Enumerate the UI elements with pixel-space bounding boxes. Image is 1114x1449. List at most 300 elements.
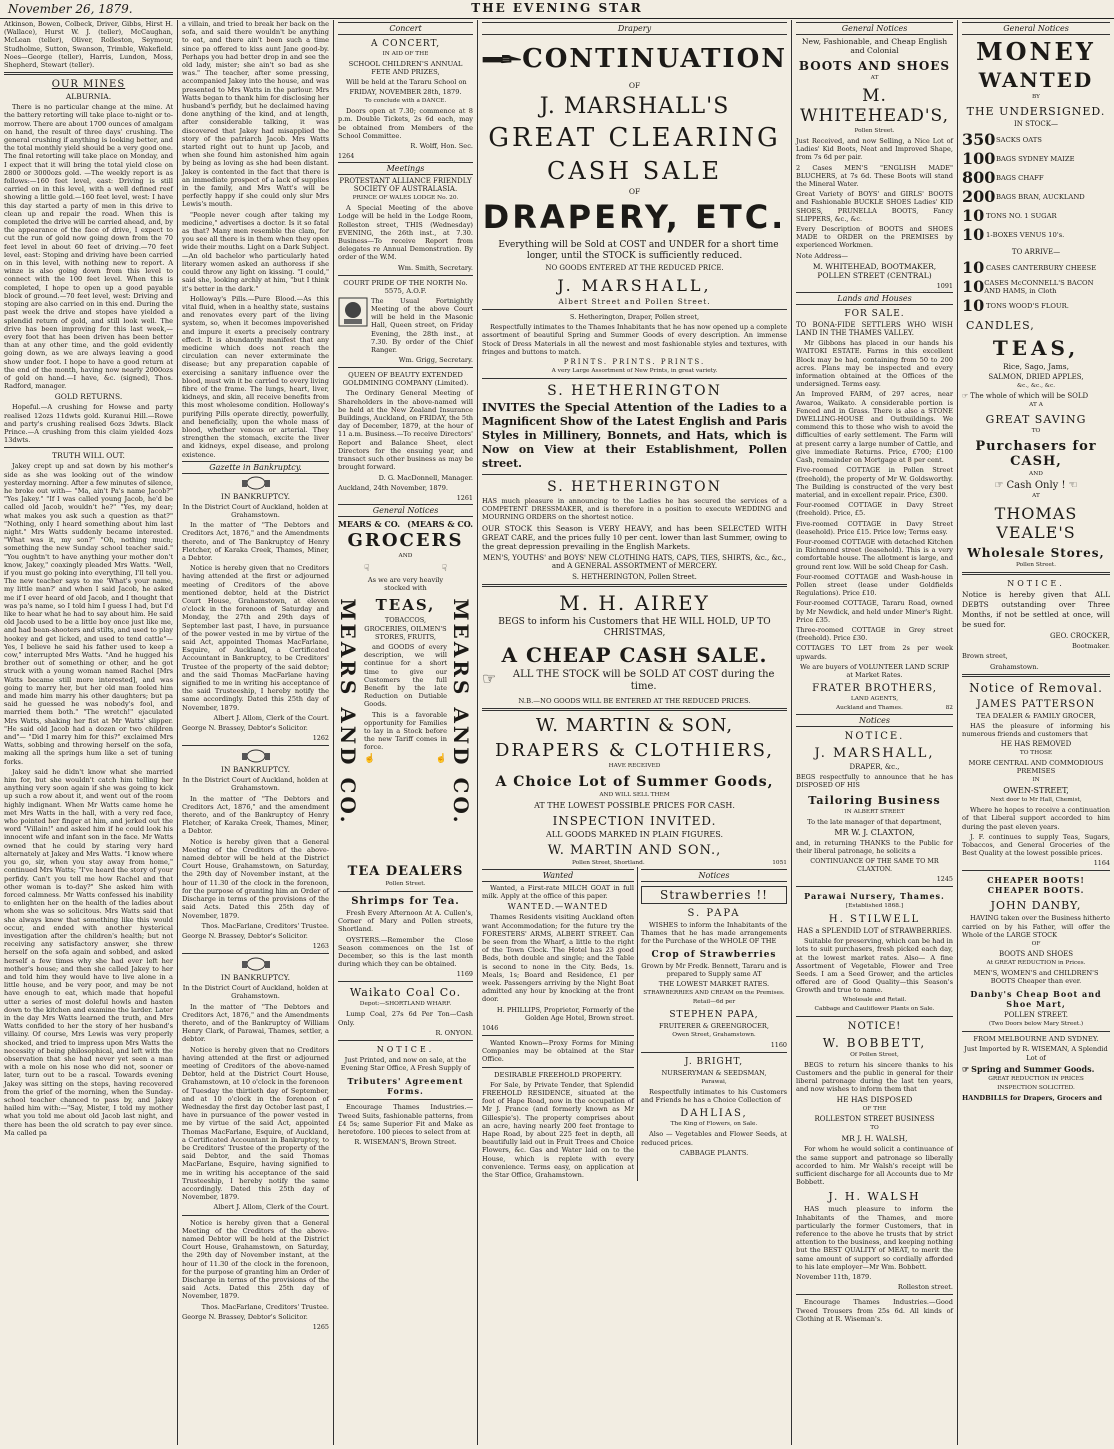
- pa-title: PROTESTANT ALLIANCE FRIENDLY SOCIETY OF AUSTRALASIA.: [339, 177, 472, 194]
- to-arrive: TO ARRIVE—: [1011, 248, 1061, 256]
- martin-number: 1051: [772, 860, 787, 867]
- oysters-number: 1169: [456, 970, 473, 979]
- and-label: AND: [398, 552, 413, 559]
- column-1: [0, 20, 178, 1445]
- mears-teas: TEAS,: [375, 596, 436, 615]
- hands-row: [364, 754, 447, 764]
- patterson-pleasure: HAS the pleasure of informing his numerous friends and customers that: [962, 721, 1110, 739]
- great-variety: Great Variety of BOYS' and GIRLS' BOOTS and Fashionable BUCKLE SHOES Ladies' KID SHOES, PRUNELLA BOOTS, Fancy SLIPPERS, &c., &c.: [796, 190, 953, 223]
- divider: [962, 572, 1110, 575]
- to-label: TO: [870, 1125, 879, 1132]
- divider: [962, 870, 1110, 871]
- frater-address: Auckland and Thames.: [836, 705, 903, 712]
- retail-price: Retail—6d per: [692, 999, 736, 1006]
- truth-heading: TRUTH WILL OUT.: [52, 451, 125, 461]
- salmon-apples: SALMON, DRIED APPLES,: [988, 373, 1084, 381]
- stock-item: [962, 130, 1110, 149]
- dressmaker-text: HAS much pleasure in announcing to the Ladies he has secured the services of a COMPETENT DRESSMAKER, and is therefore in a position to execute WEDDING and MOURNING ORDERS on the shortest notice.: [482, 497, 787, 522]
- papa-wishes: WISHES to inform the Inhabitants of the Thames that he has made arrangements for the Purchase of the WHOLE OF THE: [641, 921, 787, 946]
- pa-signature: Wm. Smith, Secretary.: [397, 263, 473, 272]
- great-reduction: At GREAT REDUCTION in Prices.: [986, 960, 1086, 967]
- stock-quantity: 350: [962, 130, 996, 149]
- stock-item: [962, 225, 1110, 244]
- stock-quantity: 10: [962, 225, 985, 244]
- concert-doors: Doors open at 7.30; commence at 8 p.m. Double Tickets, 2s 6d each, may be obtained from Members of the School Committee.: [338, 107, 473, 140]
- qb-signature: D. G. MacDonnell, Manager.: [378, 473, 473, 482]
- stock-item: [962, 149, 1110, 168]
- inspection-invited: INSPECTION INVITED.: [552, 814, 717, 829]
- vertical-mears-left: MEARS AND CO.: [336, 598, 360, 826]
- arrive-item: [962, 296, 1110, 315]
- bk1-number: 1262: [312, 734, 329, 743]
- pa-text: A Special Meeting of the above Lodge will be held in the Lodge Room, Rolleston street, THIS (Wednesday) EVENING, the 26th inst., at 7.30. Business—To receive Report from delegates re Annual Demonstration. By order of the W.M.: [338, 204, 473, 262]
- invites-text: INVITES the Special Attention of the Ladies to a Magnificent Show of the Latest English and Paris Styles in Millinery, Bonnets, and Hats, which is Now on View at their Establishment, Pollen street.: [482, 401, 787, 471]
- note-address: Note Address—: [796, 251, 849, 260]
- drapery-section: Drapery: [482, 22, 787, 35]
- mines-heading: OUR MINES: [51, 79, 126, 91]
- bankruptcy-heading-2: IN BANKRUPTCY.: [220, 765, 291, 775]
- mears-right: (MEARS & CO.: [407, 518, 473, 529]
- bright-heading: J. BRIGHT,: [684, 1057, 744, 1068]
- arrive-list: [962, 258, 1110, 315]
- to-those: TO THOSE: [1019, 750, 1053, 757]
- crocker-town: Grahamstown.: [990, 662, 1039, 671]
- foresters-arms: Thames Residents visiting Auckland often want Accommodation; for the future try the FORESTERS' ARMS, ALBERT STREET. Can be seen from the Wharf, a little to the right of the Town Clock. The Hotel has 23 good Beds, both double and single; and the Table is second to none in the City. Beds, 1s. Meals, 1s; Board and Residence, £1 per week. Passengers arriving by the Night Boat admitted any hour by knocking at the front door.: [482, 913, 634, 1004]
- king-of-flowers: The King of Flowers, on Sale.: [670, 1121, 758, 1128]
- cp-signature: Wm. Grigg, Secretary.: [398, 356, 473, 365]
- divider: [482, 309, 787, 310]
- whitehead-number: 1091: [936, 281, 953, 290]
- wanted-proxy: Wanted Known—Proxy Forms for Mining Companies may be obtained at the Star Office.: [482, 1039, 634, 1064]
- to-label: TO: [1031, 428, 1041, 434]
- column-5: [792, 20, 958, 1445]
- wanted-notices-row: [482, 867, 787, 1181]
- bk2-signature: Thos. MacFarlane, Creditors' Trustee.: [201, 921, 329, 930]
- whitehead-heading: M. WHITEHEAD'S,: [799, 86, 950, 126]
- whole-text: The whole of which will be SOLD: [970, 392, 1089, 400]
- bright-text: Respectfully intimates to his Customers and Friends he has a Choice Collection of: [641, 1088, 787, 1105]
- airey-heading: M. H. AIREY: [559, 591, 710, 616]
- owen-street: Owen Street, Grahamstown.: [672, 1032, 756, 1039]
- drapery-etc: DRAPERY, ETC.: [482, 198, 787, 236]
- and-label: AND: [1029, 471, 1043, 477]
- shrimps-heading: Shrimps for Tea.: [351, 895, 460, 907]
- stock-label: BAGS CHAFF: [996, 173, 1044, 182]
- he-has-disposed: HE HAS DISPOSED: [836, 1095, 913, 1105]
- arrive-quantity: 10: [962, 296, 985, 315]
- pointing-hand-icon: ☞: [962, 1063, 970, 1074]
- at-label: AT: [870, 75, 879, 81]
- column-3: [334, 20, 478, 1445]
- crocker-name: GEO. CROCKER,: [1049, 632, 1110, 640]
- bk1-signature: Albert J. Allom, Clerk of the Court.: [213, 713, 329, 722]
- general-notices-section: General Notices: [338, 504, 473, 517]
- tea-dealers: TEA DEALERS: [347, 863, 464, 879]
- and-will-sell: AND WILL SELL THEM: [599, 792, 670, 799]
- he-has-removed: HE HAS REMOVED: [1000, 740, 1072, 749]
- forester-emblem-icon: [338, 297, 368, 327]
- land-scrip: We are buyers of VOLUNTEER LAND SCRIP at Market Rates.: [800, 662, 949, 679]
- concert-date: FRIDAY, NOVEMBER 28th, 1879.: [349, 88, 462, 97]
- all-goods-marked: ALL GOODS MARKED IN PLAIN FIGURES.: [546, 830, 723, 840]
- divider: [182, 745, 329, 746]
- encourage-text: Encourage Thames Industries.—Tweed Suits, fashionable patterns, from £4 5s; same Superior Fit and Make as heretofore. 100 pieces to select from at: [338, 1103, 473, 1136]
- qb-text: The Ordinary General Meeting of Shareholders in the above-named will be held at the New Zealand Insurance Buildings, Auckland, on FRIDAY, the 5th day of December, 1879, at the hour of 11 a.m. Business.—To receive Directors' Report and Balance Sheet, elect Directors for the ensuing year, and transact such other business as may be brought forward.: [338, 389, 473, 472]
- draper-label: DRAPER, &c.,: [849, 763, 900, 772]
- divider: [482, 708, 787, 711]
- all-stock: ALL THE STOCK will be SOLD AT COST during the time.: [512, 669, 775, 693]
- owen-street: OWEN-STREET,: [1003, 786, 1069, 796]
- fruiterer: FRUITERER & GREENGROCER,: [659, 1022, 769, 1031]
- spring-summer: Spring and Summer Goods.: [971, 1063, 1095, 1074]
- candles: CANDLES,: [966, 319, 1035, 332]
- vertical-left-wrap: [338, 562, 360, 862]
- shrimps-text: Fresh Every Afternoon At A. Cullen's, Corner of Mary and Pollen streets, Shortland.: [338, 908, 473, 934]
- marshall-sign: J. MARSHALL,: [557, 276, 712, 295]
- cp-text: The Usual Fortnightly Meeting of the above Court will be held in the Masonic Hall, Queen street, on Friday Evening, the 28th inst., at 7.30. By order of the Chief Ranger.: [371, 296, 473, 355]
- more-central: MORE CENTRAL AND COMMODIOUS PREMISES: [968, 759, 1104, 776]
- tea-dealer-grocer: TEA DEALER & FAMILY GROCER,: [976, 711, 1096, 720]
- mears-body: and GOODS of every description, we will continue for a short time to give our Customers the full Benefit by the late Reduction on Dutiable Goods.: [364, 642, 447, 709]
- alburnia-report: There is no particular change at the mine. At the battery retorting will take place to-night or to-morrow. There are about 1700 ounces of amalgam on hand, the result of three days' crushing. The general crushing if anything is looking better, and the total monthly yield should be a very good one. The final retorting will take place on Monday, and I expect that it will bring the total yield close on 2800 or 3000ozs gold. —The weekly report is as follows:—160 feet level, east: Driving is still carried on in this level, with a well defined reef showing a little gold.—160 feet level, west: I have this day started a party of men in this drive to clean up and repair the road. When this is completed the drive will be carried ahead, and, by the appearance of the face of drive, I expect to cut the run of gold now going down from the 70 feet level in about 60 feet of driving.—70 feet level, east: Stoping and driving have been carried on in this level, with nothing new to report. A winze is also going down from this level to connect with the 100 feet level. When this is completed, I hope to open up a good payable block of ground.—70 feet level, west: Driving and stoping are also carried on in this end. During the past week the drive and stopes have yielded a splendid return of gold, and still look well. The drive has been improving for this last week,—every foot that has been driven has been better than at any other time, and the gold evidently going down, as we are always leaving a good show under foot. I hope to have a good return at the end of the month, having now nearly 2000ozs of gold on hand.—I have, &c. (signed), Thos. Radford, manager.: [4, 103, 173, 391]
- thomas-veale: THOMAS VEALE'S: [994, 504, 1078, 542]
- bobbett-begs: BEGS to return his sincere thanks to his Customers and the public in general for their liberal patronage during the last ten years, and now wishes to inform them that: [796, 1060, 953, 1094]
- hetherington-small: S. Hetherington, Draper, Pollen street,: [569, 313, 700, 321]
- etc: &c., &c., &c.: [1016, 383, 1056, 389]
- hetherington-head-2: S. HETHERINGTON: [547, 479, 722, 496]
- crocker-street: Brown street,: [962, 652, 1008, 661]
- everything-sold: Everything will be Sold at COST and UNDER for a short time longer, until the STOCK is sufficiently reduced.: [498, 240, 779, 261]
- of-label: OF: [628, 81, 641, 90]
- general-notices-section: General Notices: [962, 22, 1110, 35]
- for-whom: For whom he would solicit a continuance of the same support and patronage so liberally accorded to him. Mr Walsh's receipt will be sufficient discharge for all Accounts due to Mr Bobbett.: [796, 1145, 953, 1187]
- gold-returns-text: Hopeful.—A crushing for Howse and party realised 12ozs 11dwts gold. Kuranui Hill.—Rowe and party's crushing realised 6ozs 3dwts. Black Prince.—A crushing from this claim yielded 4ozs 13dwts.: [4, 403, 173, 445]
- royal-arms-icon: [236, 749, 276, 763]
- danbys-mart: Danby's Cheap Boot and Shoe Mart,: [970, 989, 1102, 1010]
- parawai: Parawai,: [701, 1079, 727, 1086]
- martin-heading: W. MARTIN & SON,: [535, 715, 734, 737]
- royal-arms-icon: [236, 476, 276, 490]
- cheap-cash-sale: A CHEAP CASH SALE.: [501, 643, 768, 668]
- bk4-signature: Thos. MacFarlane, Creditors' Trustee.: [201, 1302, 329, 1311]
- bk4-notice: Notice is hereby given that a General Meeting of the Creditors of the above-named Debtor will be held at the District Court House, Grahamstown, on Saturday, the 29th day of November instant, at the hour of 11.30 of the clock in the forenoon, for the purpose of granting him an Order of Discharge in terms of the provisions of the said Acts. Dated this 25th day of November, 1879.: [182, 1218, 329, 1301]
- concert-dance: To conclude with a DANCE.: [364, 98, 447, 105]
- phillips-number: 1046: [482, 1024, 499, 1033]
- concert-signature: R. Wolff, Hon. Sec.: [410, 142, 473, 151]
- bk3-matter: In the matter of "The Debtors and Creditors Act, 1876," and the Amendments thereto, and of the Bankruptcy of William Henry Clark, of Parawai, Thames, settler, a debtor.: [182, 1002, 329, 1044]
- walsh-street: Rolleston street.: [897, 1283, 953, 1292]
- newspaper-title: THE EVENING STAR: [471, 1, 643, 15]
- divider: [482, 1067, 634, 1068]
- waikato-depot: Depot:—SHORTLAND WHARF.: [359, 1001, 452, 1008]
- column-4: [478, 20, 792, 1445]
- all-stock-row: [482, 669, 787, 695]
- gibbons-estate: Mr Gibbons has placed in our hands his WAITOKI ESTATE. Farms in this excellent Block may be had, containing from 50 to 200 acres. Plans may be inspected and every information obtained at the Offices of the undersigned. Terms easy.: [796, 339, 953, 389]
- in-label: IN: [1032, 777, 1040, 784]
- martin-address-row: [482, 860, 787, 867]
- bk3-signature: Albert J. Allom, Clerk of the Court.: [213, 1203, 329, 1212]
- bankruptcy-heading-3: IN BANKRUPTCY.: [220, 973, 291, 983]
- melbourne-sydney: FROM MELBOURNE AND SYDNEY.: [973, 1035, 1099, 1044]
- of-the: OF THE: [862, 1106, 887, 1113]
- bk2-matter: In the matter of "The Debtors and Creditors Act, 1876," and the amendment thereto, and of the Bankruptcy of Henry Fletcher, of Karaka Creek, Thames, Miner, a Debtor.: [182, 794, 329, 836]
- martin-address: Pollen Street, Shortland.: [572, 860, 645, 867]
- next-door: Next door to Mr Hall, Chemist,: [990, 797, 1082, 804]
- wanted-column: [482, 867, 638, 1181]
- story-continued: a villain, and tried to break her back on the sofa, and said there wouldn't be anything to eat, and there ain't been such a time since pa offered to kiss aunt Jane good-by. Perhaps you had better drop in and see the old lady, mister; she ain't so bad as she was." The teacher, after some pressing, accompanied Jakey into the house, and was presented to Mrs Watts in the parlour. Mrs Watts began to thank him for disclosing her husband's perfidy, but he declaimed having done anything of the kind, and at length, after considerable talking, it was discovered that Jakey had misapplied the story of the patriarch Jacob. Mrs Watts started right out to hunt up Jacob, and when she found him astonished him again by being as loving as she had been distant. Jakey is contented in the fact that there is an immediate prospect of a lack of supplies in the family, and Mrs Watt's will be perfectly happy if she could only slur Mrs Lewis's mouth.: [182, 20, 329, 209]
- mears-header: [338, 519, 473, 529]
- boots-shoes: BOOTS AND SHOES: [798, 59, 951, 73]
- cottages-to-let: COTTAGES TO LET from 2s per week upwards.: [796, 644, 953, 661]
- and-in-returning: and, in returning THANKS to the Public for their liberal patronage, he solicits a: [796, 838, 953, 855]
- divider: [338, 1099, 473, 1100]
- danby-heading: JOHN DANBY,: [990, 899, 1082, 913]
- arrive-quantity: 10: [962, 277, 985, 296]
- at-label: AT: [1032, 493, 1040, 499]
- lump-coal: Lump Coal, 27s 6d Per Ton—Cash Only.: [338, 1010, 473, 1027]
- of-pollen: Of Pollen Street,: [850, 1051, 899, 1058]
- new-fashionable: New, Fashionable, and Cheap English and Colonial: [801, 37, 948, 55]
- arrive-item: [962, 277, 1110, 296]
- pointing-hand-icon: [482, 39, 522, 79]
- wanted-heading: WANTED.—WANTED: [507, 902, 609, 912]
- mears-advert-body: [338, 562, 473, 862]
- wanted-heading: WANTED: [978, 68, 1094, 92]
- wanted-goat: Wanted, a First-rate MILCH GOAT in full milk. Apply at the office of this paper.: [482, 884, 634, 901]
- bk2-notice: Notice is hereby given that a General Meeting of the Creditors of the above-named debtor will be held at the District Court House, Grahamstown, on Saturday, the 29th day of November instant, at the hour of 11.30 of the clock in the forenoon, for the purpose of granting him an Order of Discharge in terms of the provisions of the said Acts. Dated this 25th day of November, 1879.: [182, 837, 329, 920]
- divider: [962, 1031, 1110, 1032]
- story-text-2: Jakey said he didn't know what she married him for, but she wouldn't catch him telling her anything very soon again if she was going to kick up such a row about it, and went out of the room highly indignant. When Mr Watts came home he met Mrs Watts in the hall, with a very red face, who pointed her finger at him, and jerked out the word "Villain!" and asked him if he could look his innocent wife and infant son in the face. Mr Watts owned that he could by staring very hard alternately at Jakey and Mrs Watts. "I know where you go, sir, when you stay away from home," continued Mrs Watts; "I've heard the story of your perfidy. Can't you tell me how Rachel and that other woman is to-day?" She asked him with forced calmness. Mr Watts confessed his inability to enlighten her on the health of the ladies about whom she was so solicitous. Mrs Watts said that she always knew that something like this would occur, and ended with another hysterical investigation after the children's health; but not receiving any satisfactory answer, she threw herself on the sofa again and sobbed, and asked herself a few times why she had ever left her mother's house; and then she called Jakey to her and told him they would have to live alone in a little house, and be very poor, and may be not have enough to eat, which made that hopeful utter a series of most doleful howls and hasten down to the kitchen and examine the larder. Later in the day Mrs Watts learned the truth, and Mrs Watts confided to her the story of her husband's villainy. Of course, Mrs Lewis was very properly shocked, and tried to impress upon Mrs Watts the necessity of being philosophical, and left with the observation that she had never yet seen a man with a mole on his nose who did not, sooner or later, turn out to be a rascal. Towards evening Jakey was sitting on the steps, having recovered from the grief of the morning, when the Sunday-school teacher chanced to pass by, and Jakey hailed him with:—"Say, Mister, I told my mother what you told me about old Jacob last night, and there has been the old scratch to pay ever since. Ma called pa: [4, 767, 173, 1137]
- cash-only-row: [962, 480, 1110, 491]
- mens-clothing: MEN'S, YOUTHS' and BOYS' NEW CLOTHING HATS, CAPS, TIES, SHIRTS, &c., &c., and A GENERAL ASSORTMENT of MERCERY.: [482, 553, 787, 571]
- continuation-heading: CONTINUATION: [522, 44, 787, 74]
- column-6: [958, 20, 1114, 1445]
- walsh-name: MR J. H. WALSH,: [841, 1134, 908, 1144]
- encourage-trousers: Encourage Thames Industries.—Good Tweed Trousers from 25s 6d. All kinds of Clothing at R. Wiseman's.: [796, 1298, 953, 1323]
- grown-text: Grown by Mr Fredk. Bennett, Tararu and is prepared to Supply same AT: [641, 961, 787, 978]
- bk4-number: 1265: [312, 1323, 329, 1332]
- cp-title: COURT PRIDE OF THE NORTH No. 5575, A.O.F.: [343, 278, 468, 295]
- bk1-solicitor: George N. Brassey, Debtor's Solicitor.: [182, 724, 308, 733]
- arrive-label: CASES CANTERBURY CHEESE: [986, 263, 1097, 272]
- walsh-date: November 11th, 1879.: [796, 1273, 872, 1282]
- tributers-forms: Tributers' Agreement Forms.: [347, 1076, 464, 1097]
- stock-item: [962, 168, 1110, 187]
- divider: [4, 447, 173, 448]
- vertical-mears-right: MEARS AND CO.: [449, 598, 473, 826]
- divider: [962, 674, 1110, 677]
- danby-having: HAVING taken over the Business hitherto carried on by his Father, will offer the Whole of the LARGE STOCK: [962, 914, 1110, 939]
- mears-inner: [364, 562, 447, 766]
- qb-number: 1261: [456, 493, 473, 502]
- parawai-nursery: Parawai Nursery, Thames.: [804, 891, 945, 902]
- boots-and-shoes: BOOTS AND SHOES: [998, 950, 1073, 959]
- divider: [182, 1215, 329, 1216]
- money-heading: MONEY: [976, 37, 1096, 66]
- pointing-hand-icon: ☝: [364, 753, 376, 764]
- two-doors: (Two Doors below Mary Street.): [988, 1021, 1084, 1028]
- cottage-7: Three-roomed COTTAGE in Grey street (freehold). Price £30.: [796, 625, 953, 643]
- stock-label: SACKS OATS: [996, 135, 1042, 144]
- divider: [796, 1294, 953, 1295]
- bluchers: 2 Cases MEN'S "ENGLISH MADE" BLUCHERS, at 7s 6d. These Boots will stand the Mineral Water.: [796, 163, 953, 189]
- spring-row: [962, 1064, 1110, 1074]
- our-stock: OUR STOCK this Season is VERY HEAVY, and has been SELECTED WITH GREAT CARE, and the prices fully 10 per cent. lower than last Summer, owing to the great depression prevailing in the English Markets.: [482, 523, 787, 552]
- stock-quantity: 200: [962, 187, 996, 206]
- tailoring-heading: Tailoring Business: [808, 793, 941, 807]
- cottage-1: Five-roomed COTTAGE in Pollen Street (freehold), the property of Mr W. Goldsworthy. The Building is constructed of the very best material, and in excellent repair. Price, £300.: [796, 466, 953, 499]
- onyon-signature: R. ONYON.: [435, 1028, 473, 1037]
- divider: [796, 1016, 953, 1017]
- divider: [482, 1035, 634, 1036]
- divider: [338, 891, 473, 892]
- stock-list: [962, 130, 1110, 244]
- prints-sub: A very Large Assortment of New Prints, in great variety.: [551, 368, 718, 375]
- where-hopes: Where he hopes to receive a continuation of that Liberal support accorded to him during the past eleven years.: [962, 806, 1110, 831]
- oysters-text: OYSTERS.—Remember the Close Season commences on the 1st of December, so this is the last month during which they can be obtained.: [338, 935, 473, 969]
- drapers-clothiers: DRAPERS & CLOTHIERS,: [495, 740, 774, 762]
- rice-sago: Rice, Sago, Jams,: [1003, 362, 1069, 371]
- cottage-5: Four-roomed COTTAGE and Wash-house in Pollen street (lease under Goldfields Regulations). Price £10.: [796, 572, 953, 598]
- notices-column: [638, 867, 787, 1181]
- phillips-sign: H. PHILLIPS, Proprietor, Formerly of the Golden Age Hotel, Brown street.: [496, 1005, 634, 1022]
- pointing-hand-icon: ☞: [482, 669, 497, 689]
- martin-sign: W. MARTIN AND SON.,: [547, 843, 722, 859]
- frater-heading: FRATER BROTHERS,: [812, 683, 937, 695]
- divider: [482, 474, 787, 475]
- divider: [338, 981, 473, 982]
- bk2-number: 1263: [312, 942, 329, 951]
- pointing-hand-icon: ☟: [441, 563, 447, 574]
- concert-text: Will be held at the Tararu School on: [346, 78, 467, 86]
- stock-quantity: 100: [962, 149, 996, 168]
- divider: [338, 367, 473, 368]
- patterson-heading: JAMES PATTERSON: [976, 698, 1096, 710]
- pointing-hand-icon: ☟: [364, 563, 370, 574]
- pointing-hand-icon: ☝: [435, 753, 447, 764]
- just-printed: Just Printed, and now on sale, at the Evening Star Office, A Fresh Supply of: [340, 1055, 471, 1073]
- crocker-bootmaker: Bootmaker.: [1071, 642, 1110, 651]
- by-label: BY: [1032, 94, 1040, 100]
- arrive-label: TONS WOOD'S FLOUR.: [986, 301, 1069, 310]
- airey-begs: BEGS to inform his Customers that HE WILL HOLD, UP TO CHRISTMAS,: [498, 617, 771, 639]
- column-2: [178, 20, 334, 1445]
- walsh-text: HAS much pleasure to inform the Inhabitants of the Thames, and more particularly the former Customers, that in reference to the above he trusts that by strict attention to the business, and keeping nothing but the BEST QUALITY of MEAT, to merit the same amount of support so cordially afforded to his late employer—Mr Wm. Bobbett.: [796, 1205, 953, 1271]
- to-the-late: To the late manager of that department,: [807, 817, 942, 826]
- rolleston-business: ROLLESTON STREET BUSINESS: [814, 1115, 935, 1124]
- royal-arms-icon: [236, 957, 276, 971]
- for-sale: FOR SALE.: [844, 308, 905, 319]
- stock-label: BAGS BRAN, AUCKLAND: [996, 192, 1085, 201]
- freehold-text: For Sale, by Private Tender, that Splendid FREEHOLD RESIDENCE, situated at the foot of Hape Road, now in the occupation of Mr J. Prance (and formerly known as Mr Gillespie's). The property comprises about an acre, having nearly 200 feet frontage to Hape Road, by about 225 feet in depth, all beautifully laid out in Fruit Trees and Choice Flowers, &c. Gas and Water laid on to the House, which is replete with every convenience. Terms easy, on application at the Star Office, Grahamstown.: [482, 1080, 634, 1179]
- great-clearing: GREAT CLEARING: [488, 123, 781, 153]
- no-goods: NO GOODS ENTERED AT THE REDUCED PRICE.: [545, 264, 724, 272]
- albert-street: Albert Street and Pollen Street.: [558, 297, 711, 306]
- divider: [338, 1040, 473, 1041]
- whitehead-street: Pollen Street.: [854, 128, 895, 134]
- divider: [338, 275, 473, 276]
- waikato-heading: Waikato Coal Co.: [349, 986, 462, 1000]
- danby-street: POLLEN STREET.: [1003, 1011, 1069, 1020]
- mears-intro: As we are very heavily stocked with: [367, 575, 444, 593]
- arrive-label: CASES McCONNELL'S BACON AND HAMS, in Cloth: [984, 278, 1094, 295]
- misc-paragraphs: "People never cough after taking my medicine," advertises a doctor. Is it so fatal as that? Many men resemble the clam, for you see all there is in them when they open wide their mouths. Light on a Dark Subject.—An old bachelor who particularly hated literary women asked an authoress if she could throw any light on kissing. "I could," said she, looking archly at him, "but I think it's better in the dark.": [182, 210, 329, 293]
- cabbage-plants: CABBAGE PLANTS.: [679, 1148, 749, 1157]
- just-received: Just Received, and now Selling, a Nice Lot of Ladies' Kid Boots, Neat and Improved Shape, from 7s 6d per pair.: [796, 137, 953, 162]
- divider: [4, 72, 173, 75]
- bona-fide: TO BONA-FIDE SETTLERS WHO WISH LAND IN THE THAMES VALLEY.: [796, 320, 953, 338]
- bk1-court: In the District Court of Auckland, holden at Grahamstown.: [182, 502, 329, 519]
- stock-label: BAGS SYDNEY MAIZE: [996, 154, 1075, 163]
- jmarshall-heading: J. MARSHALL,: [814, 746, 935, 762]
- notice-text: Notice is hereby given that ALL DEBTS outstanding over Three Months, if not be settled at once, will be sued for.: [962, 590, 1110, 629]
- marshall-heading: J. MARSHALL'S: [539, 94, 730, 119]
- improved-farm: An Improved FARM, of 297 acres, near Awaroa, Waikato. A considerable portion is Fenced and in Grass. There is also a STONE DWELLING-HOUSE and Outbuildings. We commend this to those who wish to avoid the difficulties of early settlement. The Farm will at present carry a large number of Cattle, and give immediate Returns. Price, £700; £100 Cash, remainder on Mortgage at 8 per cent.: [796, 390, 953, 465]
- stephen-papa: STEPHEN PAPA,: [669, 1010, 759, 1021]
- arrive-item: [962, 258, 1110, 277]
- of-label-2: OF: [628, 187, 641, 196]
- divider: [482, 378, 787, 379]
- notices-section: Notices: [641, 869, 787, 882]
- notices-section: Notices: [796, 714, 953, 727]
- stock-quantity: 10: [962, 206, 985, 225]
- strawberries-heading: Strawberries !!: [641, 886, 787, 904]
- choice-lot: A Choice Lot of Summer Goods,: [495, 774, 774, 791]
- land-agents: LAND AGENTS,: [850, 696, 899, 703]
- also-seeds: Also — Vegetables and Flower Seeds, at reduced prices.: [641, 1130, 787, 1147]
- stock-item: [962, 206, 1110, 225]
- whitehead-sign: M. WHITEHEAD, BOOTMAKER, POLLEN STREET (CENTRAL): [812, 261, 937, 280]
- masthead: [0, 0, 1114, 19]
- alburnia-heading: ALBURNIA.: [65, 92, 112, 102]
- great-saving: GREAT SAVING: [985, 413, 1087, 426]
- at-a: AT A: [1029, 402, 1043, 408]
- meetings-section: Meetings: [338, 162, 473, 175]
- great-reduction-prices: GREAT REDUCTION IN PRICES: [988, 1075, 1084, 1082]
- wanted-section: Wanted: [482, 869, 634, 882]
- in-albert: IN ALBERT STREET: [844, 808, 905, 815]
- concert-section: Concert: [338, 22, 473, 35]
- in-stock: IN STOCK—: [1014, 120, 1058, 128]
- claxton-number: 1245: [936, 875, 953, 884]
- holloway-advert: Holloway's Pills.—Pure Blood.—As this vital fluid, when in a healthy state, sustains and renovates every part of the living system, so, when it becomes impoverished and impure it exerts a precisely contrary effect. It is abundantly manifest that any medicine which does not reach the circulation can never exterminate the disease; but any preparation capable of exercising a sanitary influence over the blood, must win it be carried to every living fibre of the frame. The lungs, heart, liver, kidneys, and skin, all receive benefits from this most wholesome condition. Holloway's purifying Pills operate directly, powerfully, and beneficially, upon the whole mass of blood, whether venous or arterial. They strengthen the stomach, excite the liver and kidneys, expel disease, and prolong existence.: [182, 294, 329, 459]
- handbills: HANDBILLS for Drapers, Grocers and: [962, 1093, 1103, 1102]
- splendid-lot: HAS a SPLENDID LOT of STRAWBERRIES.: [797, 927, 952, 936]
- marshall-begs: BEGS respectfully to announce that he has DISPOSED OF HIS: [796, 773, 953, 790]
- wholesale-stores: Wholesale Stores,: [967, 546, 1105, 560]
- divider: [796, 886, 953, 887]
- mears-body-2: This is a favorable opportunity for Families to lay in a Stock before the new Tariff comes in force.: [364, 710, 447, 752]
- just-imported: Just Imported by R. WISEMAN, A Splendid Lot of: [964, 1045, 1108, 1062]
- freehold-heading: DESIRABLE FREEHOLD PROPERTY.: [494, 1070, 622, 1079]
- undersigned: THE UNDERSIGNED.: [966, 105, 1106, 118]
- wiseman-address: R. WISEMAN'S, Brown Street.: [354, 1138, 457, 1147]
- teas: TEAS,: [992, 336, 1080, 360]
- bk3-court: In the District Court of Auckland, holden at Grahamstown.: [182, 984, 329, 1001]
- tea-dealers-street: Pollen Street.: [385, 880, 426, 887]
- jhwalsh-heading: J. H. WALSH: [828, 1190, 921, 1204]
- hetherington-sign: S. HETHERINGTON, Pollen Street.: [572, 573, 697, 582]
- cabbage-cauliflower: Cabbage and Cauliflower Plants on Sale.: [814, 1005, 935, 1012]
- vertical-right-wrap: [451, 562, 473, 862]
- issue-date: November 26, 1879.: [8, 2, 133, 16]
- general-notices-section: General Notices: [796, 22, 953, 35]
- jf-continues: J. F. continues to supply Teas, Sugars, Tobaccos, and General Groceries of the Best Quality at the lowest possible prices.: [962, 832, 1110, 858]
- lands-section: Lands and Houses: [796, 292, 953, 305]
- inspection-solicited: INSPECTION SOLICITED.: [997, 1084, 1075, 1091]
- stock-item: [962, 187, 1110, 206]
- cash-only: Cash Only !: [1006, 480, 1066, 491]
